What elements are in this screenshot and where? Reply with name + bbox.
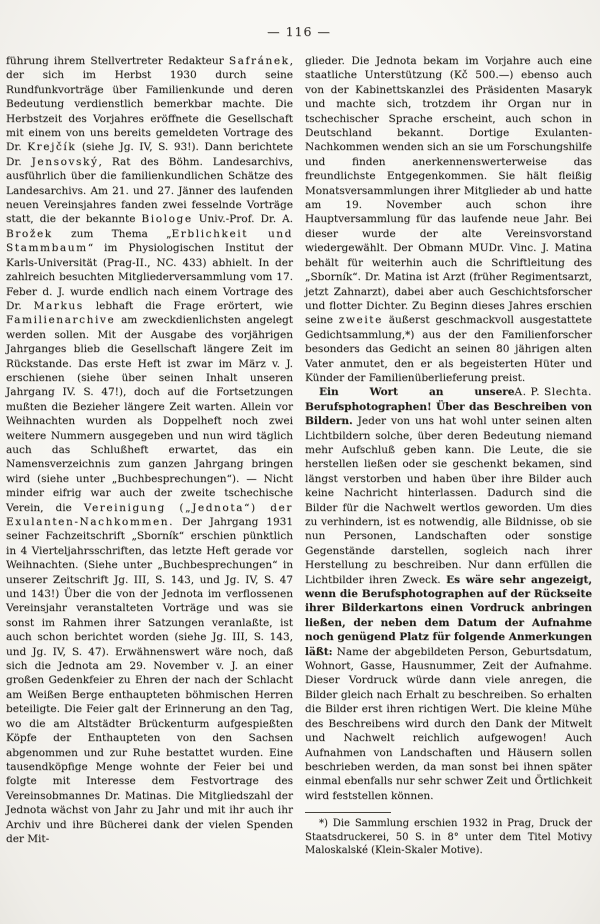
text-segment: “ im Physiologischen Institut der Karls-Universität (Prag-II., NC. 433) abhielt. In der zahlreich besuchten Mitgliederversammlung vom 17. Feber d. J. wurde endlich nach einem Vortrage des Dr.: [6, 242, 293, 312]
text-segment: Krejčík: [27, 141, 77, 154]
text-segment: Biologe: [141, 213, 193, 226]
left-column: [6, 54, 293, 858]
text-columns: [6, 54, 592, 858]
article-berufsphotographen-paragraph: [305, 385, 592, 803]
footnote-rule: [305, 812, 391, 813]
text-segment: Erblichkeit und Stammbaum: [6, 227, 293, 255]
text-segment: Es wäre sehr angezeigt, wenn die Berufsphotographen auf der Rückseite ihrer Bilderkartons einen Vordruck anbringen ließen, der neben dem Datum der Aufnahme noch genügend Platz für folgende Anmerkungen läßt:: [305, 573, 592, 658]
text-segment: Der Jahrgang 1931 seiner Fachzeitschrift „Sborník“ erschien pünktlich in 4 Vierteljahrsschriften, das letzte Heft gerade vor Weihnachten. (Siehe unter „Buchbesprechungen“ in unserer Zeitschrift Jg. III, S. 143, und Jg. IV, S. 47 und 143!) Über die von der Jednota im verflossenen Vereinsjahr veranstalteten Vorträge und was sie sonst im Rahmen ihrer Satzungen veranlaßte, ist auch schon berichtet worden (siehe Jg. III, S. 143, und Jg. IV, S. 47). Erwähnenswert wäre noch, daß sich die Jednota am 29. November v. J. an einer großen Gedenkfeier zu Ehren der nach der Schlacht am Weißen Berge enthaupteten böhmischen Herren beteiligte. Die Feier galt der Erinnerung an den Tag, wo die am Altstädter Brückenturm aufgespießten Köpfe der Enthaupteten von den Sachsen abgenommen und zur Ruhe bestattet wurden. Eine tausendköpfige Menge wohnte der Feier bei und folgte mit Interesse dem Festvortrage des Vereinsobmannes Dr. Matinas. Die Mitgliedszahl der Jednota wächst von Jahr zu Jahr und mit ihr auch ihr Archiv und ihre Bücherei dank der vielen Spenden der Mit-: [6, 516, 293, 845]
text-segment: Brožek: [6, 227, 53, 240]
right-column-paragraph-continuation: [305, 54, 592, 399]
text-segment: glieder. Die Jednota bekam im Vorjahre auch eine staatliche Unterstützung (Kč 500.—) ebenso auch von der Kabinettskanzlei des Präsidenten Masaryk und machte sich, trotzdem ihr Organ nur in tschechischer Sprache erscheint, auch schon in Deutschland bekannt. Dortige Exulanten-Nachkommen wenden sich an sie um Forschungshilfe und finden anerkennenswerterweise das freundlichste Entgegenkommen. Sie hält fleißig Monatsversammlungen ihrer Mitglieder ab und hatte am 19. November auch schon ihre Hauptversammlung für das laufende neue Jahr. Bei dieser wurde der alte Vereinsvorstand wiedergewählt. Der Obmann MUDr. Vinc. J. Matina behält für weiterhin auch die Schriftleitung des „Sborník“. Dr. Matina ist Arzt (früher Regimentsarzt, jetzt Zahnarzt), dabei aber auch Geschichtsforscher und flotter Dichter. Zu Beginn dieses Jahres erschien seine: [305, 55, 592, 327]
text-segment: Vereinigung („Jednota“) der Exulanten-Nachkommen.: [6, 501, 293, 528]
text-segment: am zweckdienlichsten angelegt werden sollen. Mit der Ausgabe des vorjährigen Jahrganges blieb die Gesellschaft längere Zeit im Rückstande. Das erste Heft ist zwar im März v. J. erschienen (siehe über seinen Inhalt unseren Jahrgang IV. S. 47!), doch auf die Fortsetzungen mußten die Bezieher längere Zeit warten. Allein vor Weihnachten wurden als Doppelheft noch zwei weitere Nummern ausgegeben und nun wird täglich auch das Schlußheft erwartet, das ein Namensverzeichnis zum ganzen Jahrgang bringen wird (siehe unter „Buchbesprechungen“). — Nicht minder eifrig war auch der zweite tschechische Verein, die: [6, 314, 293, 514]
text-segment: (siehe Jg. IV, S. 93!). Dann berichtete Dr.: [6, 141, 293, 168]
page-number: — 116 —: [267, 24, 331, 39]
text-segment: Familienarchive: [6, 314, 116, 327]
right-column: [305, 54, 592, 858]
left-column-paragraph-continuation: [6, 54, 293, 846]
text-segment: , Rat des Böhm. Landesarchivs, ausführlich über die familienkundlichen Schätze des Landesarchivs. Am 21. und 27. Jänner des laufenden neuen Vereinsjahres fanden zwei fesselnde Vorträge statt, die der bekannte: [6, 155, 293, 226]
footnote-text: [305, 817, 592, 858]
text-segment: *) Die Sammlung erschien 1932 in Prag, Druck der Staatsdruckerei, 50 S. in 8° unter dem Titel Motivy Maloskalské (Klein-Skaler Motive).: [305, 818, 592, 857]
text-segment: Name der abgebildeten Person, Geburtsdatum, Wohnort, Gasse, Hausnummer, Zeit der Aufnahme. Dieser Vordruck würde dann viele anregen, die Bilder gleich nach Erhalt zu beschreiben. So erhalten die Bilder erst ihren richtigen Wert. Die kleine Mühe des Beschreibens wird durch den Dank der Mitwelt und Nachwelt reichlich aufgewogen! Auch Aufnahmen von Landschaften und Häusern sollen beschrieben werden, da man sonst bei ihnen später einmal ebenfalls nur sehr schwer Zeit und Örtlichkeit wird feststellen können.: [305, 645, 592, 802]
author-signature: A. P. Slechta.: [514, 386, 592, 399]
text-segment: führung ihrem Stellvertreter Redakteur: [6, 55, 229, 67]
text-segment: zum Thema „: [52, 227, 172, 240]
text-segment: , der sich im Herbst 1930 durch seine Rundfunkvorträge über Familienkunde und deren Bedeutung verdienstlich bemerkbar machte. Die Herbstzeit des Vorjahres eröffnete die Gesellschaft mit einem von uns bereits gemeldeten Vortrage des Dr.: [6, 55, 293, 154]
text-segment: Univ.-Prof. Dr. A.: [192, 213, 293, 226]
text-segment: Markus: [33, 299, 84, 312]
text-segment: Jensovský: [31, 155, 99, 168]
text-segment: zweite: [338, 314, 383, 327]
text-segment: Safránek: [228, 55, 290, 67]
text-segment: Jeder von uns hat wohl unter seinen alten Lichtbildern solche, über deren Bedeutung niemand mehr Aufschluß geben kann. Die Leute, die sie herstellen ließen oder sie geschenkt bekamen, sind längst verstorben und haben über ihre Bilder auch keine Nachricht hinterlassen. Dadurch sind die Bilder für die Nachwelt wertlos geworden. Um dies zu verhindern, ist es notwendig, alle Bildnisse, ob sie nun Personen, Landschaften oder sonstige Gegenstände darstellen, sogleich nach ihrer Herstellung zu beschreiben. Nur dann erfüllen die Lichtbilder ihren Zweck.: [305, 415, 592, 586]
text-segment: Ein Wort an unsere Berufsphotographen! Über das Beschreiben von Bildern.: [305, 386, 592, 428]
text-segment: äußerst geschmackvoll ausgestattete Gedichtsammlung,*) aus der den Familienforscher besonders das Gedicht an seinen 80 jährigen alten Vater anmutet, den er als begeisterten Hüter und Künder der Familienüberlieferung preist.: [305, 314, 592, 384]
text-segment: lebhaft die Frage erörtert, wie: [83, 299, 294, 312]
